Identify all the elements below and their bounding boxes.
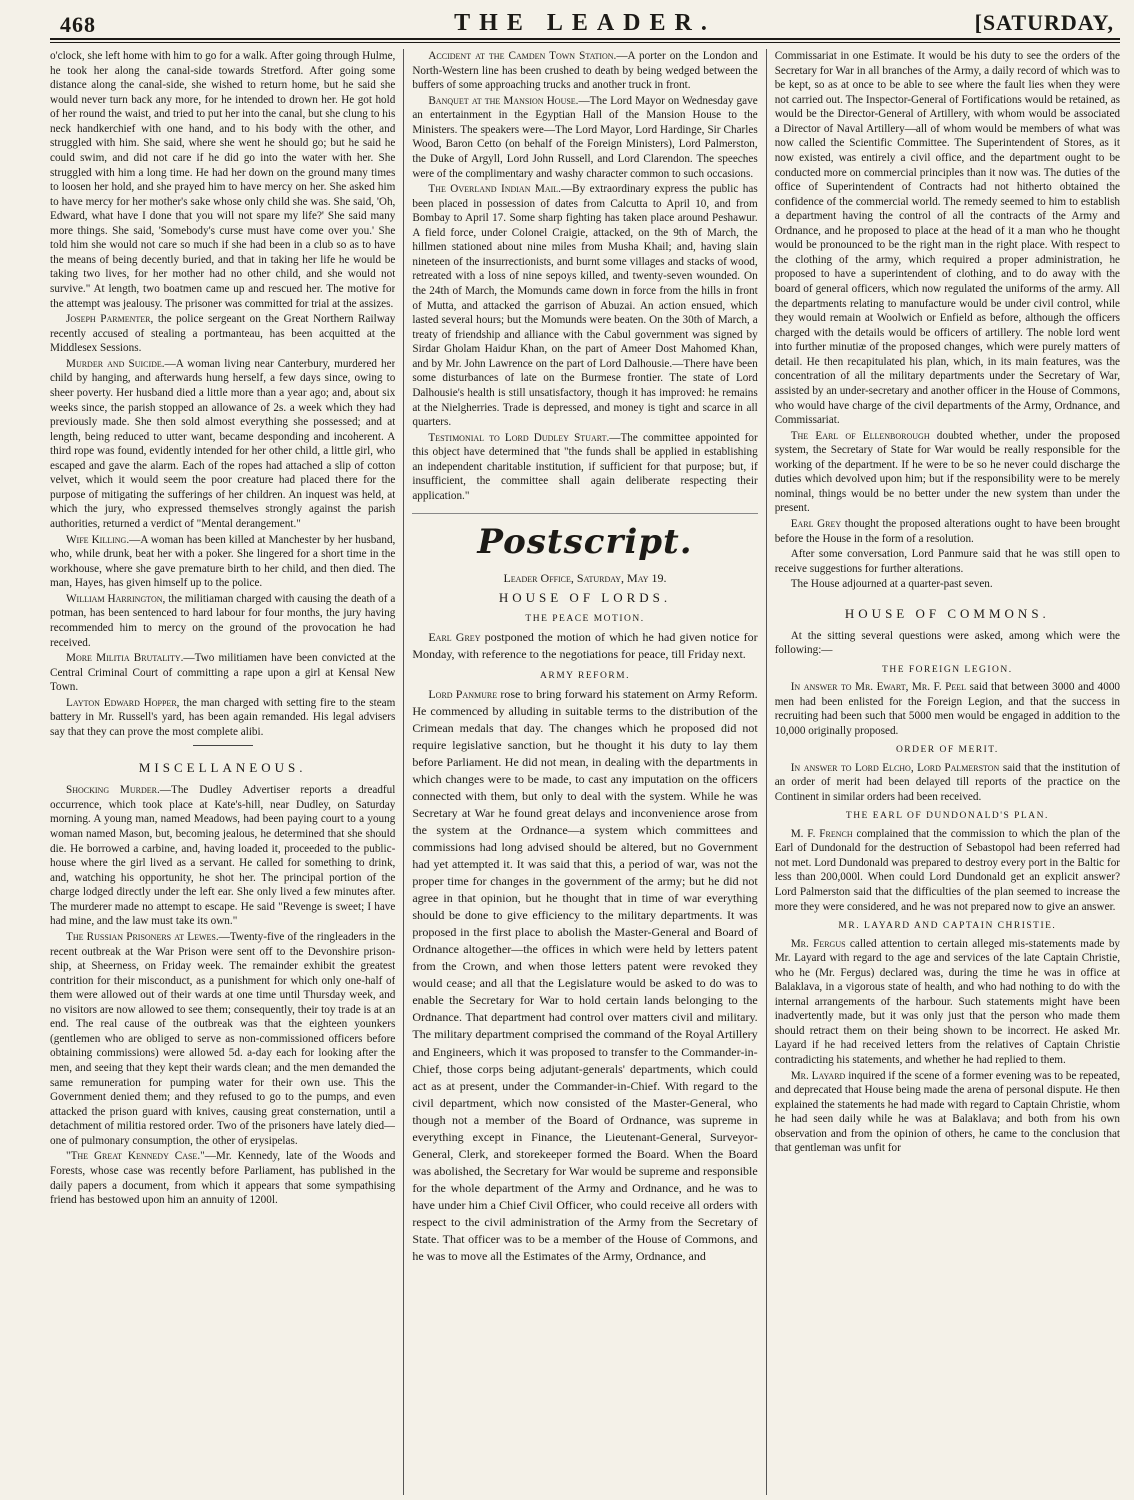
article-lead: Banquet at the Mansion House.	[428, 94, 579, 107]
article-panmure-reply: After some conversation, Lord Panmure said that he was still open to receive suggestions for further alterations.	[774, 548, 1121, 575]
article-russian-prisoners	[50, 930, 395, 1148]
article-body: —A woman living near Canterbury, murdered her child by hanging, and afterwards hung herself, a few days since, owing to sheer poverty. Her husband died a little more than a year ago; and, about six weeks since, the parish stopped an allowance of 2s. a week which they had previously made. She then sold almost everything she possessed; and at length, being reduced to utter want, became desponding and incoherent. A third rope was found, evidently intended for her other child, a little girl, who escaped and gave the alarm. Each of the ropes had attached a slip of cotton velvet, which it would seem the poor creature had placed there for the purpose of mitigating the sufferings of her children. An inquest was held, at which the jury, who expressed themselves strongly against the parish authorities, returned a verdict of "Mental derangement."	[50, 357, 396, 530]
article-lead: Layton Edward Hopper,	[66, 696, 180, 709]
article-camden-accident	[412, 49, 757, 93]
section-heading-miscellaneous: MISCELLANEOUS.	[138, 760, 307, 776]
article-lead: Mr. Fergus	[790, 937, 846, 950]
article-lead: Earl Grey	[790, 518, 842, 530]
article-lead: Shocking Murder.	[66, 784, 160, 797]
subheading-layard-christie: MR. LAYARD AND CAPTAIN CHRISTIE.	[838, 921, 1057, 932]
article-earl-grey	[775, 517, 1120, 546]
article-lead: The Russian Prisoners at Lewes.	[66, 930, 219, 943]
article-lead: The Overland Indian Mail.	[428, 183, 561, 196]
postscript-heading: Postscript.	[477, 522, 693, 563]
article-body: inquired if the scene of a former evening was to be repeated, and deprecated that House being made the arena of personal dispute. He then explained the statements he had made with regard to Captain Christie, whom he had seen daily while he was at Balaklava; and both from his own observation and from the opinion of others, he came to the conclusion that that gentleman was unfit for	[774, 1069, 1121, 1155]
article-lead: Testimonial to Lord Dudley Stuart.	[428, 431, 610, 444]
newspaper-title: THE LEADER.	[454, 10, 716, 36]
article-shocking-murder	[50, 783, 395, 929]
article-body: —The Dudley Advertiser reports a dreadful occurrence, which took place at Kate's-hill, near Dudley, on Saturday morning. A young man, named Meadows, had been paying court to a young woman named Mason, but, becoming jealous, he determined that she should die. He borrowed a carbine, and, having loaded it, proceeded to the public-house where the girl lived as a servant. He called for something to drink, and, watching his opportunity, he shot her. The principal portion of the charge lodged directly under the left ear. She only lived a few minutes after. The murderer made no attempt to escape. He said "Revenge is sweet; I have had mine, and the law must take its own."	[50, 784, 396, 928]
article-body: the man charged with setting fire to the steam battery in Mr. Russell's yard, has been again remanded. His legal advisers say that they can prove the most complete alibi.	[50, 696, 396, 738]
article-militia-brutality	[50, 651, 395, 695]
article-lead: In answer to Mr. Ewart, Mr. F. Peel	[790, 681, 967, 694]
article-order-of-merit	[775, 761, 1120, 805]
article-lead: Mr. Layard	[790, 1069, 846, 1082]
article-commons-intro: At the sitting several questions were asked, among which were the following:—	[774, 629, 1121, 657]
masthead-rule	[50, 42, 1120, 43]
article-body: the police sergeant on the Great Northern Railway recently accused of stealing a portmanteau, has been acquitted at the Middlesex Sessions.	[50, 313, 396, 355]
column-1	[50, 49, 395, 1495]
page-number: 468	[60, 12, 96, 37]
article-layard	[775, 1069, 1120, 1156]
article-body: said that between 3000 and 4000 men had been enlisted for the Foreign Legion, and that the success in recruiting had been such that 5000 men would be engaged in addition to the 10,000 originally proposed.	[774, 681, 1121, 737]
article-body: doubted whether, under the proposed system, the Secretary of State for War would be really responsible for the working of the department. If he were to be so he never could discharge the duties which devolved upon him; but if the responsibility were to be merely nominal, things would be no better under the new system than under the present.	[774, 429, 1121, 515]
article-wife-killing	[50, 533, 395, 591]
section-heading-commons: HOUSE OF COMMONS.	[844, 605, 1050, 621]
article-harrington	[50, 592, 395, 650]
article-parmenter	[50, 312, 395, 356]
column-2	[412, 49, 757, 1495]
article-body: postponed the motion of which he had given notice for Monday, with reference to the negotiations for peace, till Friday next.	[412, 630, 758, 662]
article-mansion-banquet	[412, 94, 757, 181]
subheading-army-reform: ARMY REFORM.	[540, 670, 630, 681]
article-lead: Murder and Suicide.	[66, 357, 165, 370]
article-body: the militiaman charged with causing the death of a potman, has been sentenced to hard labour for four months, the jury having recommended him to mercy on the ground of the provocation he had received.	[50, 592, 396, 649]
subheading-order-of-merit: ORDER OF MERIT.	[895, 745, 999, 756]
column-separator	[403, 49, 404, 1495]
article-lead: More Militia Brutality.	[66, 652, 184, 665]
article-hopper	[50, 696, 395, 740]
article-body: called attention to certain alleged mis-statements made by Mr. Layard with regard to the age and services of the late Captain Christie, who he (Mr. Fergus) declared was, during the time he was in office at Balaklava, in a vigorous state of health, and who had nothing to do with the internal arrangements of the harbour. Such statements might have been inadvertently made, but it was only just that the person who made them should retract them on their being shown to be incorrect. He asked Mr. Layard if he had received letters from the relatives of Captain Christie contradicting his statements, and whether he had replied to them.	[774, 937, 1121, 1067]
article-body: rose to bring forward his statement on Army Reform. He commenced by alluding in suitable terms to the distribution of the Crimean medals that day. The changes which he proposed did not require legislative sanction, but he thought it his duty to lay them before Parliament. He did not mean, in dealing with the departments in which changes were to be made, to cast any imputation on the officers connected with them, but only to deal with the system. While he was Secretary at War he found great delays and inconvenience arose from the system at the Ordnance—a system which committees and commissions had long advised should be altered, but no Government had yet attempted it. It was said that this, a period of war, was not the proper time for changes in the government of the army; but he did not agree in that opinion, but he thought that in time of war everything should be done to give efficiency to the military departments. It was proposed in the first place to abolish the Master-General and Board of Ordnance altogether—the offices in which were held by letters patent from the Crown, and when those letters patent were revoked they would cease; and all that the Legislature would be asked to do was to enable the Secretary for War to hold certain lands belonging to the Ordnance. That department had control over matters civil and military. The military department comprised the command of the Royal Artillery and Engineers, which it was proposed to transfer to the Commander-in-Chief, those corps being adjutant-generals' departments, which could act as at present, under the Commander-in-Chief. With regard to the civil department, which now consisted of the Master-General, who though not a member of the Board of Ordnance, was supreme in everything except in Finance, the Lieutenant-General, Surveyor-General, Clerk, and storekeeper formed the Board. When the Board was abolished, the Secretary for War would be supreme and responsible for the whole department of the Army and Ordnance, and he was to have under him a Chief Civil Officer, who could receive all orders with respect to the civil administration of the Army from the Secretary of State. That officer was to be a member of the House of Commons, and he was to move all the Estimates of the Army, Ordnance, and	[412, 686, 758, 1263]
column-3	[775, 49, 1120, 1495]
subheading-peace-motion: THE PEACE MOTION.	[525, 614, 645, 625]
subheading-dundonald: THE EARL OF DUNDONALD'S PLAN.	[845, 811, 1049, 822]
dateline: Leader Office, Saturday, May 19.	[503, 570, 667, 585]
article-body: —A woman has been killed at Manchester by her husband, who, while drunk, beat her with a poker. She lingered for a short time in the workhouse, where she gave premature birth to her child, and then died. The man, Hayes, has given himself up to the police.	[50, 533, 396, 590]
masthead	[50, 0, 1120, 40]
article-lead: William Harrington,	[66, 592, 166, 605]
article-body: —By extraordinary express the public has been placed in possession of dates from Calcutta to April 10, and from Bombay to April 17. Some sharp fighting has taken place around Peshawur. A field force, under Colonel Craigie, attacked, on the 9th of March, the hillmen stationed about nine miles from Musha Khail; and, having slain nineteen of the insurrectionists, and burnt some villages and stacks of wood, retreated with a loss of nine sepoys killed, and twenty-seven wounded. On the 24th of March, the Momunds came down in force from the hills in front of Mutta, and attacked the garrison of Abuzai. An action ensued, which lasted several hours; but the Momunds were beaten. On the 30th of March, a treaty of friendship and alliance with the Cabul government was signed by Sirdar Gholam Haidur Khan, on the part of Ameer Dost Mahomed Khan, and by Mr. John Lawrence on the part of Lord Dalhousie.—There have been some disturbances of late on the Burmese frontier. The state of Lord Dalhousie's health is still unsatisfactory, though it has improved: he remains at the Nielgherries. Trade is depressed, and money is tight and scarce in all quarters.	[412, 183, 758, 429]
article-body: —Mr. Kennedy, late of the Woods and Forests, whose case was recently before Parliament, has published in the daily papers a document, from which it appears that some sympathising friend has bestowed upon him an annuity of 1200l.	[50, 1150, 396, 1207]
article-lead: Accident at the Camden Town Station.	[428, 50, 617, 62]
article-lead: Lord Panmure	[428, 686, 498, 701]
article-indian-mail	[412, 182, 757, 430]
article-body: —A porter on the London and North-Western line has been crushed to death by being wedged between the buffers of some approaching trucks and another truck in front.	[412, 50, 758, 92]
article-lead: In answer to Lord Elcho, Lord Palmerston	[790, 761, 1000, 774]
article-adjourned: The House adjourned at a quarter-past seven.	[790, 578, 993, 591]
divider	[193, 745, 253, 746]
article-ellenborough	[775, 429, 1120, 516]
article-testimonial	[412, 431, 757, 504]
article-kennedy-case	[50, 1149, 395, 1207]
issue-day: [SATURDAY,	[974, 10, 1114, 35]
article-body: thought the proposed alterations ought to have been brought before the House in the form of a resolution.	[774, 518, 1121, 545]
article-lead: M. F. French	[790, 827, 853, 840]
article-lead: Joseph Parmenter,	[66, 313, 154, 326]
divider	[412, 513, 757, 514]
column-separator	[766, 49, 767, 1495]
article-army-reform	[412, 686, 757, 1265]
article-continued: o'clock, she left home with him to go for a walk. After going through Hulme, he took her along the canal-side towards Stretford. After going some distance along the canal-side, she wished to return home, but he said she would never turn back any more, for he intended to drown her. He got hold of her round the waist, and tried to put her into the canal, but she clung to his neck handkerchief with one hand, and to his body with the other, and struggled with him. She said, where she went he should go; but he said he could swim, and did not care if he did go into the water with her. She struggled with him a long time. He had her down on the ground many times to loosen her hold, and she prayed him to have mercy on her. She asked him to have mercy for her mother's sake whose only child she was. She said, 'Oh, Edward, what have I done that you will not spare my life?' She said many more things. She said, 'Somebody's curse must have come over you.' She told him she would not care so much if she had been in a club so as to have the means of being decently buried, and that in taking her life he would be taking two lives, for her mother had no other child, and she would not survive." At length, two boatmen came up and rescued her. The motive for the attempt was jealousy. The prisoner was committed for trial at the assizes.	[50, 50, 396, 310]
article-body: —Twenty-five of the ringleaders in the recent outbreak at the War Prison were sent off to the Devonshire prison-ship, at Sheerness, on Friday week. The remainder exhibit the greatest contrition for their misconduct, as a punishment for which only one-half of them were allowed out of their wards at one time until Thursday week, and no visitors are now allowed to see them; consequently, their toy trade is at an end. The real cause of the outbreak was that the eighteen younkers (gentlemen who are obliged to serve as non-commissioned officers before obtaining commissions) were allowed 5d. a-day each for looking after the men, and seeing that they kept their wards clean; and the men demanded the same remuneration for pumping water for their own use. This the Government denied them; and they refused to go to the pumps, and even attacked the prison guard with knives, causing great consternation, until a detachment of militia restored order. Two of the prisoners have lately died—one of pulmonary consumption, the other of erysipelas.	[50, 930, 396, 1147]
section-heading-lords: HOUSE OF LORDS.	[498, 590, 672, 606]
article-murder-suicide	[50, 357, 395, 532]
article-body: —The Lord Mayor on Wednesday gave an entertainment in the Egyptian Hall of the Mansion House to the Ministers. The speakers were—The Lord Mayor, Lord Hardinge, Sir Charles Wood, Baron Cetto (on behalf of the Foreign Ministers), Lord Palmerston, the Duke of Argyll, Lord John Russell, and Lord Clarendon. The speeches were of the complimentary and washy character common to such occasions.	[412, 94, 758, 180]
article-fergus	[775, 937, 1120, 1068]
article-body: complained that the commission to which the plan of the Earl of Dundonald for the destruction of Sebastopol had been referred had not met. Lord Dundonald was prepared to destroy every port in the Baltic for less than 200,000l. When could Lord Dundonald get an explicit answer? Lord Palmerston said that the difficulties of the plan seemed to increase the more they were considered, and he was not prepared now to give an answer.	[774, 827, 1121, 913]
article-body: said that the institution of an order of merit had been delayed till reports of the practice on the Continent in similar orders had been received.	[774, 761, 1121, 803]
article-body: —Two militiamen have been convicted at the Central Criminal Court of committing a rape upon a girl at Kensal New Town.	[50, 652, 396, 694]
article-lead: "The Great Kennedy Case."	[66, 1150, 205, 1163]
article-lead: The Earl of Ellenborough	[790, 429, 930, 442]
article-dundonald	[775, 827, 1120, 914]
article-lead: Earl Grey	[428, 630, 481, 645]
article-lead: Wife Killing.	[66, 533, 130, 546]
subheading-foreign-legion: THE FOREIGN LEGION.	[882, 664, 1013, 675]
article-foreign-legion	[775, 680, 1120, 738]
article-peace-motion	[412, 629, 757, 663]
columns	[50, 49, 1120, 1495]
article-army-continued: Commissariat in one Estimate. It would be his duty to see the orders of the Secretary for War in all branches of the Army, a daily record of which was to be kept, so as at once to be able to see where the fault lies when they were not carried out. The Inspector-General of Fortifications would be retained, as would be the Director-General of Artillery, with whom would be associated a Director of Naval Artillery—all of whom would be members of what was now called the Scientific Committee. The Superintendent of Stores, as it now existed, was entirely a civil office, and the department ought to be conducted more on commercial principles than it now was. The duties of the office of Superintendent of Contracts had not hitherto obtained the confidence of the commercial world. The remedy seemed to him to establish a department having the control of all the contracts of the Army and Ordnance, and he proposed to place at the head of it a man who he thought would be pronounced to be the right man in the right place. With respect to the clothing of the army, which required a proper administration, he proposed to have a superintendent of clothing, and to do away with the board of general officers, which now regulated the uniforms of the army. All the departments relating to manufacture would be under civil control, while they would remain at Woolwich or Enfield as before, although the officers charged with the details would be officers of artillery. The noble lord went into further minutiæ of the proposed changes, which were purely matters of detail. He then recapitulated his plan, which, in its main features, was the concentration of all the military departments under the Secretary of War, assisted by an under-secretary and another officer in the House of Commons, who would have charge of the civil departments of the Army, Ordnance, and Commissariat.	[774, 50, 1121, 427]
article-body: —The committee appointed for this object have determined that "the funds shall be applied in establishing an independent charitable institution, if sufficient for that purpose; but, if insufficient, the committee shall again deliberate respecting their application."	[412, 431, 758, 502]
